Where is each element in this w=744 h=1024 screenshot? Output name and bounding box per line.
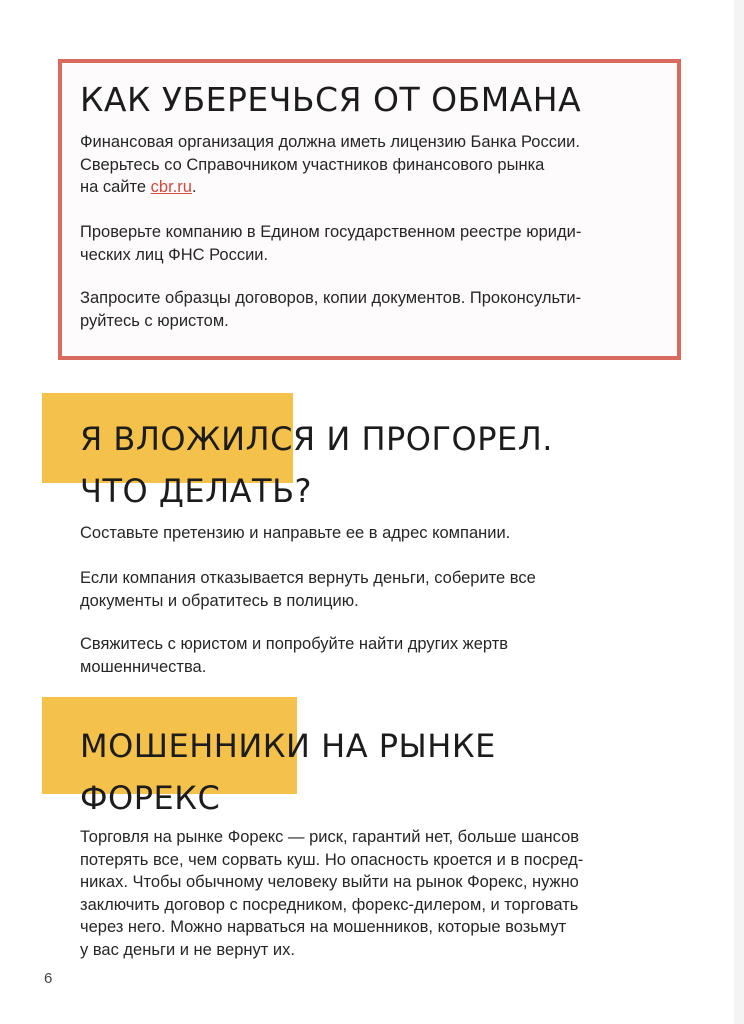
paragraph-line: Если компания отказывается вернуть деньги, соберите все: [80, 569, 536, 587]
paragraph-line: Финансовая организация должна иметь лицензию Банка России.: [80, 133, 580, 151]
page-edge: [734, 0, 744, 1024]
paragraph-line: Запросите образцы договоров, копии документов. Проконсульти-: [80, 289, 582, 307]
cbr-link[interactable]: cbr.ru: [150, 178, 192, 196]
section-title-protection: КАК УБЕРЕЧЬСЯ ОТ ОБМАНА: [80, 80, 582, 119]
paragraph-lawyer: [80, 633, 508, 678]
paragraph-line: Составьте претензию и направьте ее в адрес компании.: [80, 524, 511, 542]
paragraph-line: Сверьтесь со Справочником участников финансового рынка: [80, 155, 545, 174]
section-title-lost-money: [80, 413, 553, 517]
paragraph-line: заключить договор с посредником, форекс-дилером, и торговать: [80, 895, 579, 914]
paragraph-line: документы и обратитесь в полицию.: [80, 591, 359, 610]
paragraph-line: потерять все, чем сорвать куш. Но опасность кроется и в посред-: [80, 850, 584, 869]
paragraph-line: Торговля на рынке Форекс — риск, гарантий нет, больше шансов: [80, 828, 580, 846]
paragraph-line: мошенничества.: [80, 657, 207, 676]
heading-line: ЧТО ДЕЛАТЬ?: [80, 472, 312, 510]
paragraph-line: у вас деньги и не вернут их.: [80, 940, 295, 959]
paragraph-line: Проверьте компанию в Едином государственном реестре юриди-: [80, 223, 582, 241]
paragraph-line: через него. Можно нарваться на мошенников, которые возьмут: [80, 918, 567, 936]
paragraph-line: на сайте: [80, 178, 151, 196]
heading-line: МОШЕННИКИ НА РЫНКЕ: [80, 727, 496, 765]
page-number: 6: [44, 970, 53, 987]
paragraph-police: [80, 567, 536, 612]
heading-line: ФОРЕКС: [80, 779, 221, 817]
section-title-forex: [80, 720, 496, 824]
paragraph-claim: [80, 522, 510, 545]
paragraph-forex: [80, 826, 583, 961]
paragraph-line: .: [191, 178, 197, 196]
paragraph-line: Свяжитесь с юристом и попробуйте найти других жертв: [80, 635, 509, 653]
paragraph-line: никах. Чтобы обычному человеку выйти на рынок Форекс, нужно: [80, 873, 579, 891]
paragraph-line: ческих лиц ФНС России.: [80, 245, 269, 264]
heading-line: Я ВЛОЖИЛСЯ И ПРОГОРЕЛ.: [80, 420, 553, 458]
paragraph-registry: [80, 221, 581, 266]
paragraph-line: руйтесь с юристом.: [80, 311, 229, 330]
paragraph-license: [80, 131, 580, 199]
paragraph-documents: [80, 287, 581, 332]
